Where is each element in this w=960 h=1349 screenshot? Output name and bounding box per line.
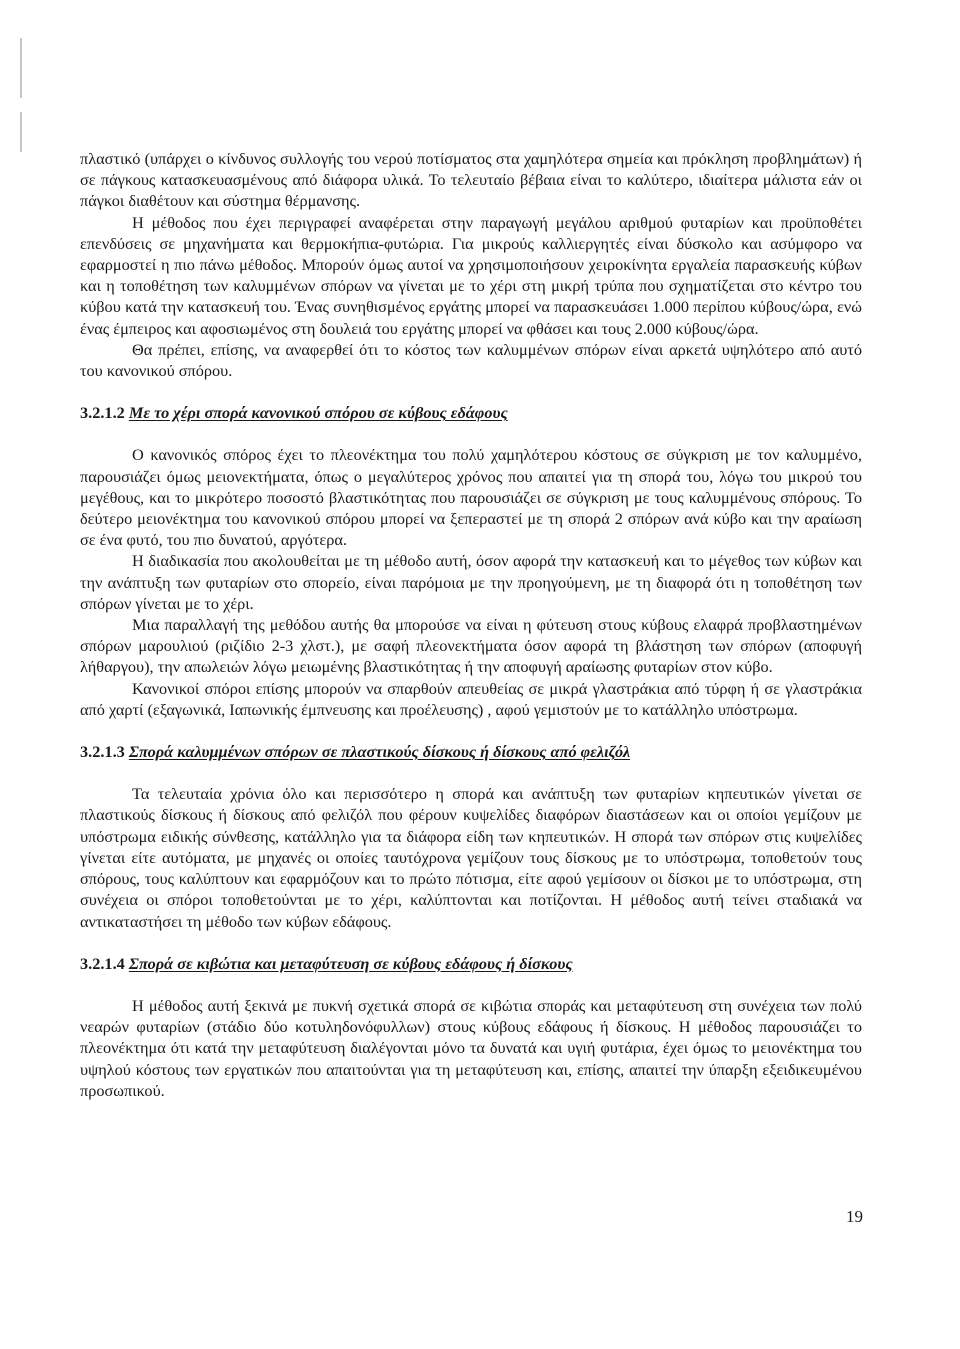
paragraph: πλαστικό (υπάρχει ο κίνδυνος συλλογής του νερού ποτίσματος στα χαμηλότερα σημεία και πρόκληση προβλημάτων) ή σε πάγκους κατασκευασμένους από διάφορα υλικά. Το τελευταίο βέβαια είναι το καλύτερο, ιδιαίτερα μάλιστα εάν οι πάγκοι διαθέτουν και σύστημα θέρμανσης. [80, 149, 862, 211]
scan-edge-mark [20, 112, 22, 152]
section-title: Σπορά καλυμμένων σπόρων σε πλαστικούς δίσκους ή δίσκους από φελιζόλ [128, 742, 631, 762]
scan-edge-mark [20, 38, 22, 98]
paragraph: Η μέθοδος αυτή ξεκινά με πυκνή σχετικά σπορά σε κιβώτια σποράς και μεταφύτευση στη συνέχεια των πολύ νεαρών φυταρίων (στάδιο δύο κοτυληδονόφυλλων) στους κύβους εδάφους ή δίσκους. Η μέθοδος παρουσιάζει το πλεονέκτημα ότι κατά την μεταφύτευση διαλέγονται μόνο τα δυνατά και υγιή φυτάρια, έχει όμως το μειονέκτημα του υψηλού κόστους των εργατικών που απαιτούνται για τη μεταφύτευση και, επίσης, απαιτεί την ύπαρξη εξειδικευμένου προσωπικού. [80, 995, 862, 1100]
section-heading [80, 402, 862, 423]
section-number: 3.2.1.2 [80, 403, 125, 423]
paragraph: Κανονικοί σπόροι επίσης μπορούν να σπαρθούν απευθείας σε μικρά γλαστράκια από τύρφη ή σε γλαστράκια από χαρτί (εξαγωνικά, Ιαπωνικής έμπνευσης και προέλευσης) , αφού γεμιστούν με το κατάλληλο υπόστρωμα. [80, 678, 862, 719]
section-heading [80, 741, 862, 762]
paragraph: Μια παραλλαγή της μεθόδου αυτής θα μπορούσε να είναι η φύτευση στους κύβους ελαφρά προβλαστημένων σπόρων μαρουλιού (ριζίδιο 2-3 χλστ.), με σαφή πλεονεκτήματα όσον αφορά τη βλάστηση των σπόρων (αποφυγή λήθαργου), την απωλειών λόγω μειωμένης βλαστικότητας ή την αποφυγή αραίωσης φυταρίων στον κύβο. [80, 615, 862, 677]
paragraph: Τα τελευταία χρόνια όλο και περισσότερο η σπορά και ανάπτυξη των φυταρίων κηπευτικών γίνεται σε πλαστικούς δίσκους ή δίσκους από φελιζόλ που φέρουν κυψελίδες διαφόρων διαστάσεων και οι οποίοι γεμίζουν με υπόστρωμα ειδικής σύνθεσης, κατάλληλο για τα διάφορα είδη των κηπευτικών. Η σπορά των σπόρων στις κυψελίδες γίνεται είτε αυτόματα, με μηχανές οι οποίες ταυτόχρονα γεμίζουν τους δίσκους με το υπόστρωμα, τοποθετούν τους σπόρους, τους καλύπτουν και εφαρμόζουν και το πρώτο πότισμα, είτε αφού γεμίσουν οι δίσκοι με το υπόστρωμα, στη συνέχεια οι σπόροι τοποθετούνται με το χέρι, καλύπτονται και ποτίζονται. Η μέθοδος αυτή τείνει σταδιακά να αντικαταστήσει τη μέθοδο των κύβων εδάφους. [80, 784, 862, 931]
paragraph: Ο κανονικός σπόρος έχει το πλεονέκτημα του πολύ χαμηλότερου κόστους σε σύγκριση με τον καλυμμένο, παρουσιάζει όμως μειονεκτήματα, όπως ο μεγαλύτερος χρόνος που απαιτεί για τη σπορά του, λόγω του μικρού του μεγέθους, και το μικρότερο ποσοστό βλαστικότητας που παρουσιάζει σε σύγκριση με τους καλυμμένους σπόρους. Το δεύτερο μειονέκτημα του κανονικού σπόρου μπορεί να ξεπεραστεί με τη σπορά 2 σπόρων ανά κύβο και την αραίωση σε ένα φυτό, του πιο δυνατού, αργότερα. [80, 445, 862, 550]
document-page [80, 148, 862, 1101]
section-heading [80, 953, 862, 974]
section-title: Σπορά σε κιβώτια και μεταφύτευση σε κύβους εδάφους ή δίσκους [128, 953, 573, 973]
section-number: 3.2.1.4 [80, 953, 125, 973]
paragraph: Η μέθοδος που έχει περιγραφεί αναφέρεται στην παραγωγή μεγάλου αριθμού φυταρίων και προϋποθέτει επενδύσεις σε μηχανήματα και θερμοκήπια-φυτώρια. Για μικρούς καλλιεργητές είναι δύσκολο και ασύμφορο να εφαρμοστεί η πιο πάνω μέθοδος. Μπορούν όμως αυτοί να χρησιμοποιήσουν χειροκίνητα εργαλεία παρασκευής κύβων και η τοποθέτηση των καλυμμένων σπόρων να γίνεται με το χέρι στη μικρή τρύπα που σχηματίζεται στο κέντρο του κύβου κατά την κατασκευή του. Ένας συνηθισμένος εργάτης μπορεί να παρασκευάσει 1.000 περίπου κύβους/ώρα, ενώ ένας έμπειρος και αφοσιωμένος στη δουλειά του εργάτης μπορεί να φθάσει και τους 2.000 κύβους/ώρα. [80, 212, 862, 338]
section-title: Με το χέρι σπορά κανονικού σπόρου σε κύβους εδάφους [128, 403, 508, 423]
paragraph: Θα πρέπει, επίσης, να αναφερθεί ότι το κόστος των καλυμμένων σπόρων είναι αρκετά υψηλότερο από αυτό του κανονικού σπόρου. [80, 339, 862, 381]
section-number: 3.2.1.3 [80, 742, 125, 762]
page-number: 19 [846, 1207, 863, 1226]
paragraph: Η διαδικασία που ακολουθείται με τη μέθοδο αυτή, όσον αφορά την κατασκευή και το μέγεθος των κύβων και την ανάπτυξη των φυταρίων στο σπορείο, είναι παρόμοια με την προηγούμενη, με τη διαφορά ότι η τοποθέτηση των σπόρων γίνεται με το χέρι. [80, 551, 862, 613]
